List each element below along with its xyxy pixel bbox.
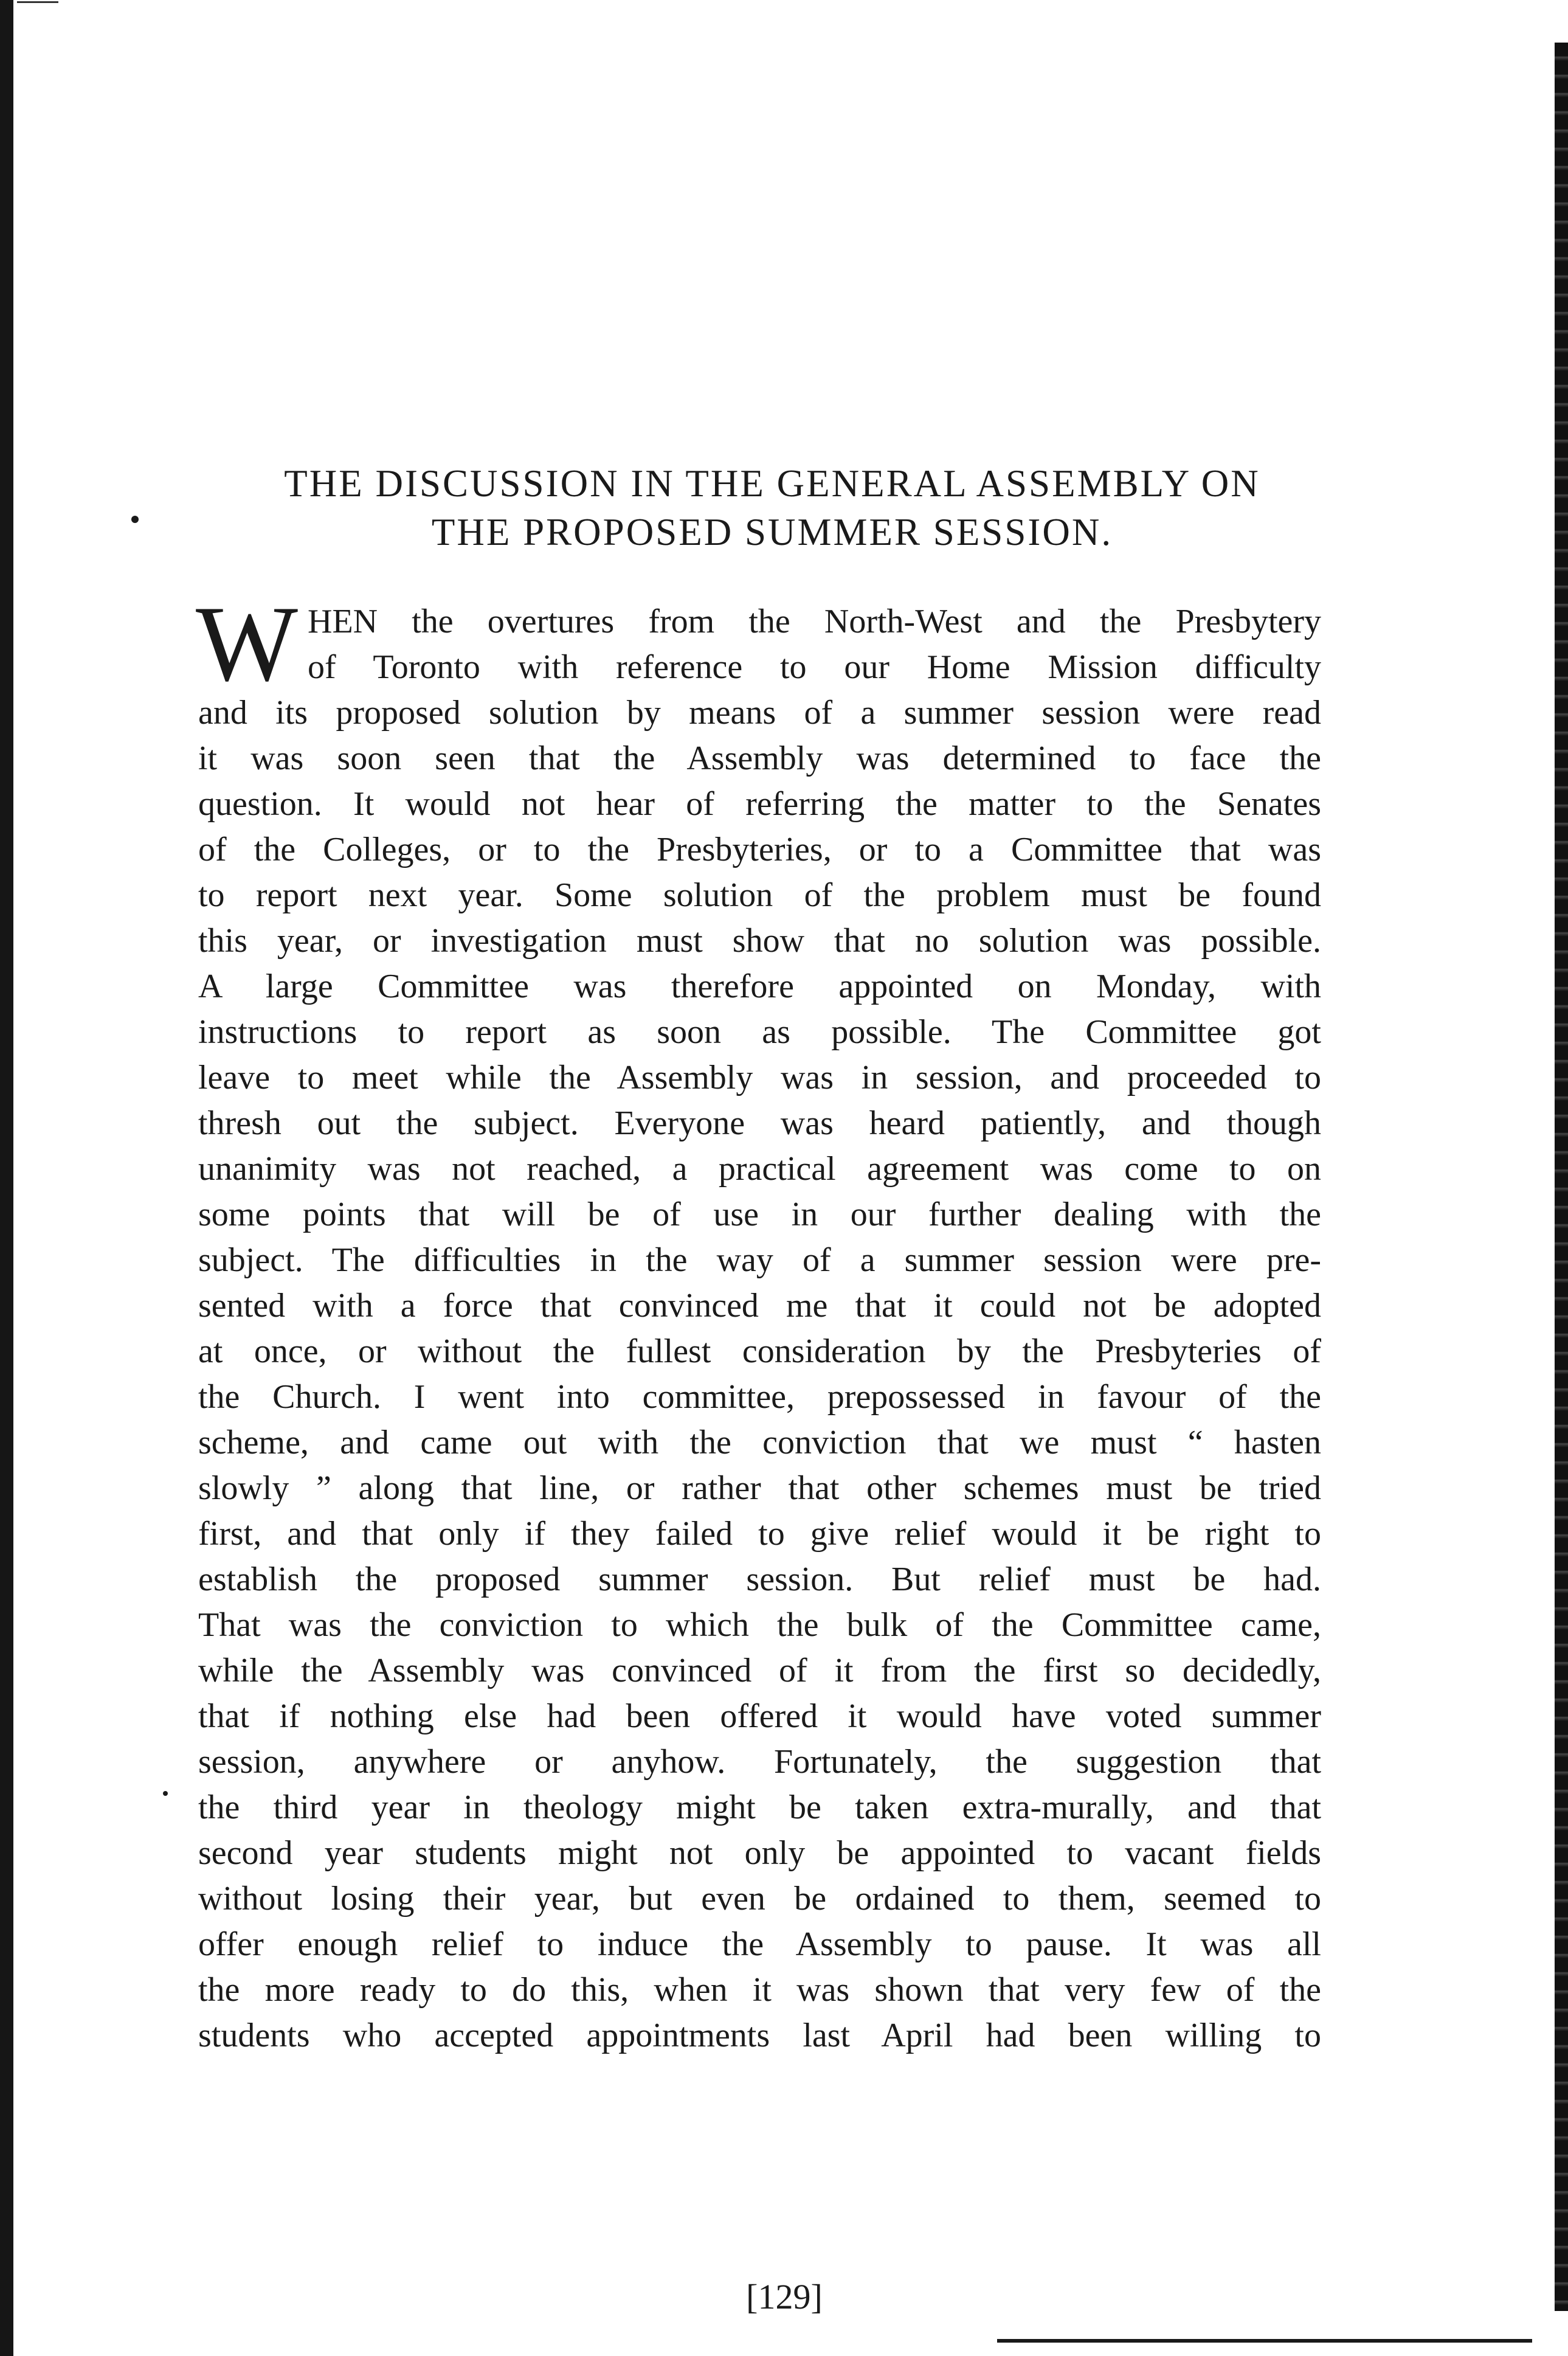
text-line: HEN the overtures from the North-West and the Presbytery [308, 603, 1321, 640]
text-line: sented with a force that convinced me that it could not be adopted [198, 1287, 1321, 1325]
text-line: of the Colleges, or to the Presbyteries, or to a Committee that was [198, 831, 1321, 868]
page-number: [129] [746, 2277, 823, 2316]
article-title [182, 459, 1362, 556]
text-line: the Church. I went into committee, prepossessed in favour of the [198, 1378, 1321, 1416]
text-line: while the Assembly was convinced of it from the first so decidedly, [198, 1652, 1321, 1689]
title-line-2: THE PROPOSED SUMMER SESSION. [431, 511, 1113, 553]
text-line: this year, or investigation must show that no solution was possible. [198, 922, 1321, 960]
scan-right-edge [1555, 43, 1568, 2311]
text-line: scheme, and came out with the conviction that we must “ hasten [198, 1424, 1321, 1461]
text-line: students who accepted appointments last April had been willing to [198, 2017, 1321, 2054]
body-paragraph [196, 583, 1321, 2059]
text-line: without losing their year, but even be ordained to them, seemed to [198, 1880, 1321, 1918]
text-line: to report next year. Some solution of the problem must be found [198, 876, 1321, 914]
text-line: slowly ” along that line, or rather that other schemes must be tried [198, 1469, 1321, 1507]
stray-mark [131, 516, 139, 523]
text-line: second year students might not only be appointed to vacant fields [198, 1834, 1321, 1872]
text-line: leave to meet while the Assembly was in session, and proceeded to [198, 1059, 1321, 1097]
text-line: offer enough relief to induce the Assembly to pause. It was all [198, 1925, 1321, 1963]
text-line: That was the conviction to which the bulk of the Committee came, [198, 1606, 1321, 1644]
scan-speck [17, 1, 58, 8]
stray-mark [163, 1791, 168, 1796]
text-line: subject. The difficulties in the way of a summer session were pre- [198, 1241, 1321, 1279]
text-line: A large Committee was therefore appointed on Monday, with [198, 968, 1321, 1005]
scan-bottom-rule [997, 2339, 1532, 2343]
text-line: establish the proposed summer session. But relief must be had. [198, 1561, 1321, 1598]
drop-cap: W [196, 583, 299, 704]
text-line: that if nothing else had been offered it would have voted summer [198, 1697, 1321, 1735]
text-line: session, anywhere or anyhow. Fortunately, the suggestion that [198, 1743, 1321, 1781]
text-line: question. It would not hear of referring the matter to the Senates [198, 785, 1321, 823]
text-line: instructions to report as soon as possible. The Committee got [198, 1013, 1321, 1051]
text-line: thresh out the subject. Everyone was heard patiently, and though [198, 1104, 1321, 1142]
text-line: it was soon seen that the Assembly was determined to face the [198, 740, 1321, 777]
text-line: first, and that only if they failed to give relief would it be right to [198, 1515, 1321, 1553]
scan-left-edge [0, 0, 13, 2356]
text-line: the third year in theology might be taken extra-murally, and that [198, 1789, 1321, 1826]
title-line-1: THE DISCUSSION IN THE GENERAL ASSEMBLY ON [284, 462, 1260, 505]
text-line: unanimity was not reached, a practical agreement was come to on [198, 1150, 1321, 1188]
text-line: at once, or without the fullest consideration by the Presbyteries of [198, 1332, 1321, 1370]
text-line: and its proposed solution by means of a summer session were read [198, 694, 1321, 732]
text-line: the more ready to do this, when it was shown that very few of the [198, 1971, 1321, 2009]
text-line: of Toronto with reference to our Home Mission difficulty [308, 648, 1321, 686]
text-line: some points that will be of use in our further dealing with the [198, 1196, 1321, 1233]
